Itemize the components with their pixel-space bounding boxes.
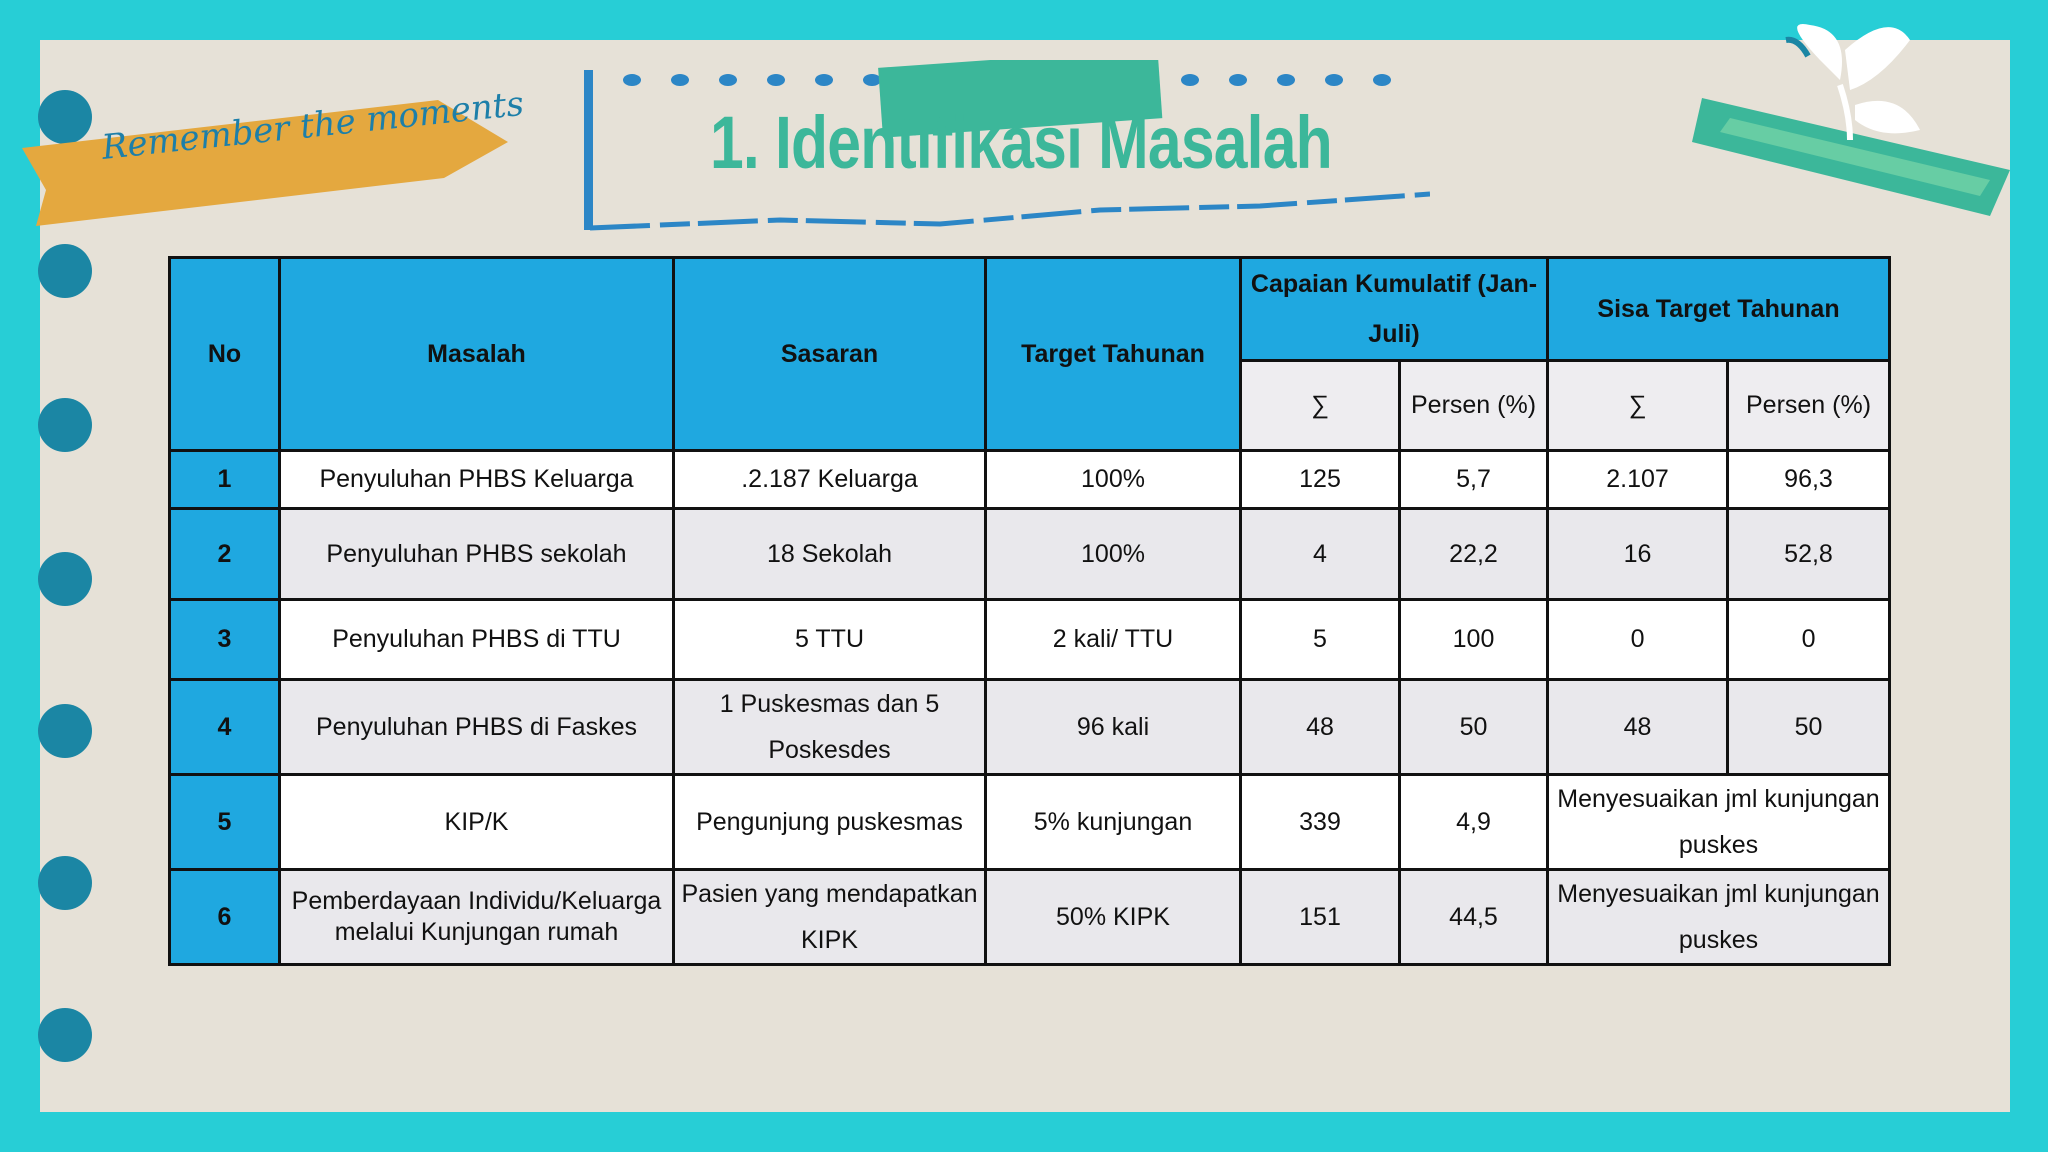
cell-sasaran: Pasien yang mendapatkan KIPK [674, 870, 986, 965]
header-capaian: Capaian Kumulatif (Jan-Juli) [1241, 258, 1548, 361]
cell-no: 1 [170, 451, 280, 509]
cell-no: 4 [170, 680, 280, 775]
cell-capaian-persen: 5,7 [1400, 451, 1548, 509]
cell-masalah: Penyuluhan PHBS di Faskes [280, 680, 674, 775]
cell-capaian-persen: 22,2 [1400, 509, 1548, 600]
binder-hole [38, 856, 92, 910]
cell-sisa-merged: Menyesuaikan jml kunjungan puskes [1548, 870, 1890, 965]
cell-masalah: KIP/K [280, 775, 674, 870]
table-row [170, 451, 1890, 509]
table-row [170, 600, 1890, 680]
cell-capaian-sum: 125 [1241, 451, 1400, 509]
cell-masalah: Penyuluhan PHBS Keluarga [280, 451, 674, 509]
cell-masalah: Pemberdayaan Individu/Keluarga melalui Kunjungan rumah [280, 870, 674, 965]
cell-target: 100% [986, 451, 1241, 509]
header-sisa-persen: Persen (%) [1728, 361, 1890, 451]
cell-capaian-sum: 339 [1241, 775, 1400, 870]
cell-sasaran: 18 Sekolah [674, 509, 986, 600]
cell-sisa-persen: 50 [1728, 680, 1890, 775]
cell-no: 3 [170, 600, 280, 680]
table-row [170, 775, 1890, 870]
table-row [170, 509, 1890, 600]
header-sisa: Sisa Target Tahunan [1548, 258, 1890, 361]
header-capaian-persen: Persen (%) [1400, 361, 1548, 451]
header-no: No [170, 258, 280, 451]
cell-sisa-sum: 2.107 [1548, 451, 1728, 509]
cell-sisa-sum: 16 [1548, 509, 1728, 600]
cell-target: 5% kunjungan [986, 775, 1241, 870]
cell-sisa-persen: 0 [1728, 600, 1890, 680]
cell-target: 96 kali [986, 680, 1241, 775]
cell-sisa-persen: 52,8 [1728, 509, 1890, 600]
page-title: 1. Identifikasi Masalah [710, 101, 1332, 184]
cell-capaian-persen: 100 [1400, 600, 1548, 680]
banner-text: Remember the moments [99, 83, 526, 168]
binder-hole [38, 552, 92, 606]
header-target: Target Tahunan [986, 258, 1241, 451]
table-row [170, 870, 1890, 965]
header-sasaran: Sasaran [674, 258, 986, 451]
cell-target: 50% KIPK [986, 870, 1241, 965]
table-row [170, 680, 1890, 775]
binder-hole [38, 704, 92, 758]
cell-capaian-persen: 50 [1400, 680, 1548, 775]
problem-table [168, 256, 1891, 966]
cell-sasaran: Pengunjung puskesmas [674, 775, 986, 870]
cell-sisa-persen: 96,3 [1728, 451, 1890, 509]
cell-capaian-persen: 44,5 [1400, 870, 1548, 965]
binder-hole [38, 1008, 92, 1062]
cell-sasaran: 5 TTU [674, 600, 986, 680]
cell-capaian-persen: 4,9 [1400, 775, 1548, 870]
header-sisa-sum: ∑ [1548, 361, 1728, 451]
header-masalah: Masalah [280, 258, 674, 451]
cell-capaian-sum: 5 [1241, 600, 1400, 680]
cell-masalah: Penyuluhan PHBS sekolah [280, 509, 674, 600]
cell-sasaran: 1 Puskesmas dan 5 Poskesdes [674, 680, 986, 775]
cell-no: 5 [170, 775, 280, 870]
cell-masalah: Penyuluhan PHBS di TTU [280, 600, 674, 680]
cell-no: 6 [170, 870, 280, 965]
cell-target: 2 kali/ TTU [986, 600, 1241, 680]
header-capaian-sum: ∑ [1241, 361, 1400, 451]
cell-capaian-sum: 48 [1241, 680, 1400, 775]
binder-hole [38, 244, 92, 298]
binder-hole [38, 398, 92, 452]
cell-sisa-merged: Menyesuaikan jml kunjungan puskes [1548, 775, 1890, 870]
cell-no: 2 [170, 509, 280, 600]
cell-target: 100% [986, 509, 1241, 600]
cell-sisa-sum: 48 [1548, 680, 1728, 775]
cell-sisa-sum: 0 [1548, 600, 1728, 680]
cell-capaian-sum: 4 [1241, 509, 1400, 600]
cell-sasaran: .2.187 Keluarga [674, 451, 986, 509]
cell-capaian-sum: 151 [1241, 870, 1400, 965]
plant-ribbon-decoration [1690, 20, 2020, 250]
